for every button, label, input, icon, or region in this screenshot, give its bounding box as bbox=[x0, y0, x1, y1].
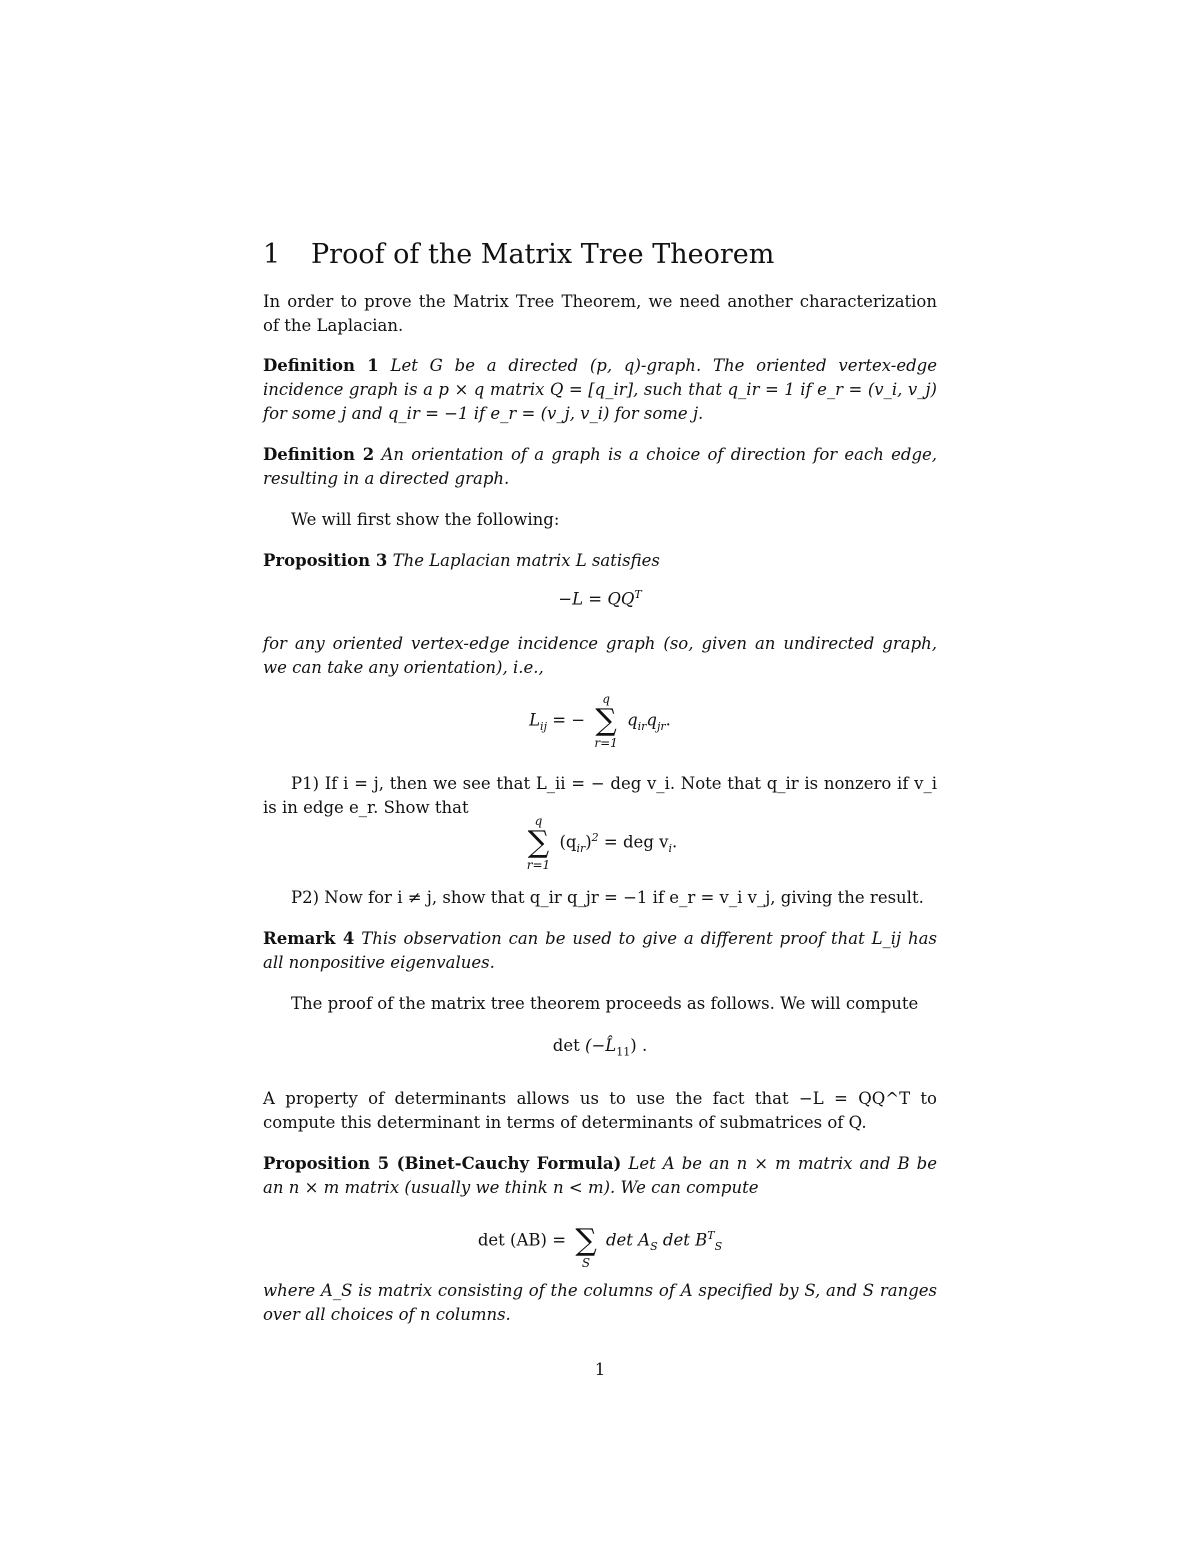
proposition-5-after: where A_S is matrix consisting of the columns of A specified by S, and S ranges over all choices of n columns. bbox=[263, 1281, 937, 1324]
eq3-body: (q bbox=[559, 832, 577, 852]
eq2-lhs-sub: ij bbox=[540, 719, 547, 733]
section-heading bbox=[263, 236, 937, 274]
eq5-rhs: det A bbox=[605, 1230, 651, 1250]
p2-paragraph: P2) Now for i ≠ j, show that q_ir q_jr = −1 if e_r = v_i v_j, giving the result. bbox=[291, 888, 924, 907]
eq5-rhs2-sup: T bbox=[707, 1229, 715, 1242]
det-close: ) bbox=[630, 1036, 637, 1055]
equation-lij bbox=[263, 692, 937, 750]
proposition-5-label: Proposition 5 (Binet-Cauchy Formula) bbox=[263, 1154, 622, 1173]
det-word: det bbox=[552, 1036, 580, 1055]
equation-binet-cauchy bbox=[263, 1212, 937, 1270]
det-body: (−L̂ bbox=[585, 1036, 617, 1055]
eq2-mid: = − bbox=[552, 710, 586, 730]
definition-2-text: An orientation of a graph is a choice of direction for each edge, resulting in a directed graph. bbox=[263, 445, 938, 488]
eq3-sum bbox=[527, 814, 550, 872]
eq5-lower: S bbox=[581, 1256, 591, 1270]
eq3-body-close: ) bbox=[585, 832, 592, 852]
equation-det bbox=[263, 1036, 937, 1058]
proceeds-paragraph: The proof of the matrix tree theorem proceeds as follows. We will compute bbox=[291, 994, 919, 1013]
eq2-rhs2-sub: jr bbox=[656, 719, 666, 733]
eq3-rhs-sub: i bbox=[668, 841, 672, 855]
paper-page bbox=[263, 0, 937, 1553]
definition-2 bbox=[263, 443, 937, 491]
eq2-sigma: ∑ bbox=[595, 703, 617, 738]
det-end: . bbox=[641, 1036, 648, 1055]
page-number: 1 bbox=[594, 1360, 606, 1379]
property-paragraph: A property of determinants allows us to use the fact that −L = QQ^T to compute this determinant in terms of determinants of submatrices of Q. bbox=[263, 1089, 937, 1132]
proposition-3-text: The Laplacian matrix L satisfies bbox=[392, 551, 660, 570]
eq3-sup: 2 bbox=[591, 831, 599, 844]
remark-4-text: This observation can be used to give a different proof that L_ij has all nonpositive eigenvalues. bbox=[263, 929, 937, 972]
definition-1-label: Definition 1 bbox=[263, 356, 379, 375]
eq2-end: . bbox=[665, 710, 671, 730]
eq2-rhs2: q bbox=[646, 710, 657, 730]
eq5-sigma: ∑ bbox=[575, 1223, 597, 1258]
p1-paragraph: P1) If i = j, then we see that L_ii = − deg v_i. Note that q_ir is nonzero if v_i is in edge e_r. Show that bbox=[263, 774, 937, 817]
eq3-rhs: = deg v bbox=[603, 832, 669, 852]
eq2-lower: r=1 bbox=[594, 736, 618, 750]
eq2-rhs: q bbox=[627, 710, 638, 730]
section-number: 1 bbox=[263, 239, 281, 270]
first-show-paragraph: We will first show the following: bbox=[291, 510, 560, 529]
eq3-upper: q bbox=[534, 814, 543, 828]
eq5-rhs2-sub: S bbox=[714, 1239, 723, 1253]
eq5-rhs-sub: S bbox=[650, 1239, 658, 1253]
intro-paragraph: In order to prove the Matrix Tree Theorem, we need another characterization of the Laplacian. bbox=[263, 292, 937, 335]
proposition-5 bbox=[263, 1152, 937, 1200]
eq5-lhs: det (AB) = bbox=[477, 1230, 567, 1250]
det-sub: 11 bbox=[616, 1045, 631, 1059]
equation-laplacian-sup: T bbox=[634, 588, 642, 601]
eq2-sum bbox=[594, 692, 617, 750]
eq3-end: . bbox=[671, 832, 678, 852]
equation-degree bbox=[263, 814, 937, 872]
proposition-5-text: Let A be an n × m matrix and B be an n × m matrix (usually we think n < m). We can compute bbox=[263, 1154, 937, 1197]
proposition-3 bbox=[263, 549, 937, 573]
remark-4-label: Remark 4 bbox=[263, 929, 355, 948]
remark-4 bbox=[263, 927, 937, 975]
eq3-body-sub: ir bbox=[576, 841, 586, 855]
eq2-rhs-sub: ir bbox=[637, 719, 647, 733]
proposition-3-after: for any oriented vertex-edge incidence graph (so, given an undirected graph, we can take any orientation), i.e., bbox=[263, 634, 937, 677]
equation-laplacian bbox=[263, 588, 937, 609]
eq2-upper: q bbox=[602, 692, 610, 706]
eq5-sum bbox=[575, 1212, 596, 1270]
eq3-sigma: ∑ bbox=[527, 825, 550, 860]
section-title-text: Proof of the Matrix Tree Theorem bbox=[311, 239, 775, 270]
eq5-rhs2: det B bbox=[657, 1230, 708, 1250]
definition-1 bbox=[263, 354, 937, 426]
eq3-lower: r=1 bbox=[526, 858, 551, 872]
equation-laplacian-body: −L = QQ bbox=[558, 589, 635, 609]
definition-1-text: Let G be a directed (p, q)-graph. The oriented vertex-edge incidence graph is a p × q matrix Q = [q_ir], such that q_ir = 1 if e_r = (v_i, v_j) for some j and q_ir = −1 if e_r = (v_j, v_i) for some j. bbox=[263, 356, 938, 423]
definition-2-label: Definition 2 bbox=[263, 445, 375, 464]
eq2-lhs: L bbox=[529, 710, 541, 730]
proposition-3-label: Proposition 3 bbox=[263, 551, 388, 570]
